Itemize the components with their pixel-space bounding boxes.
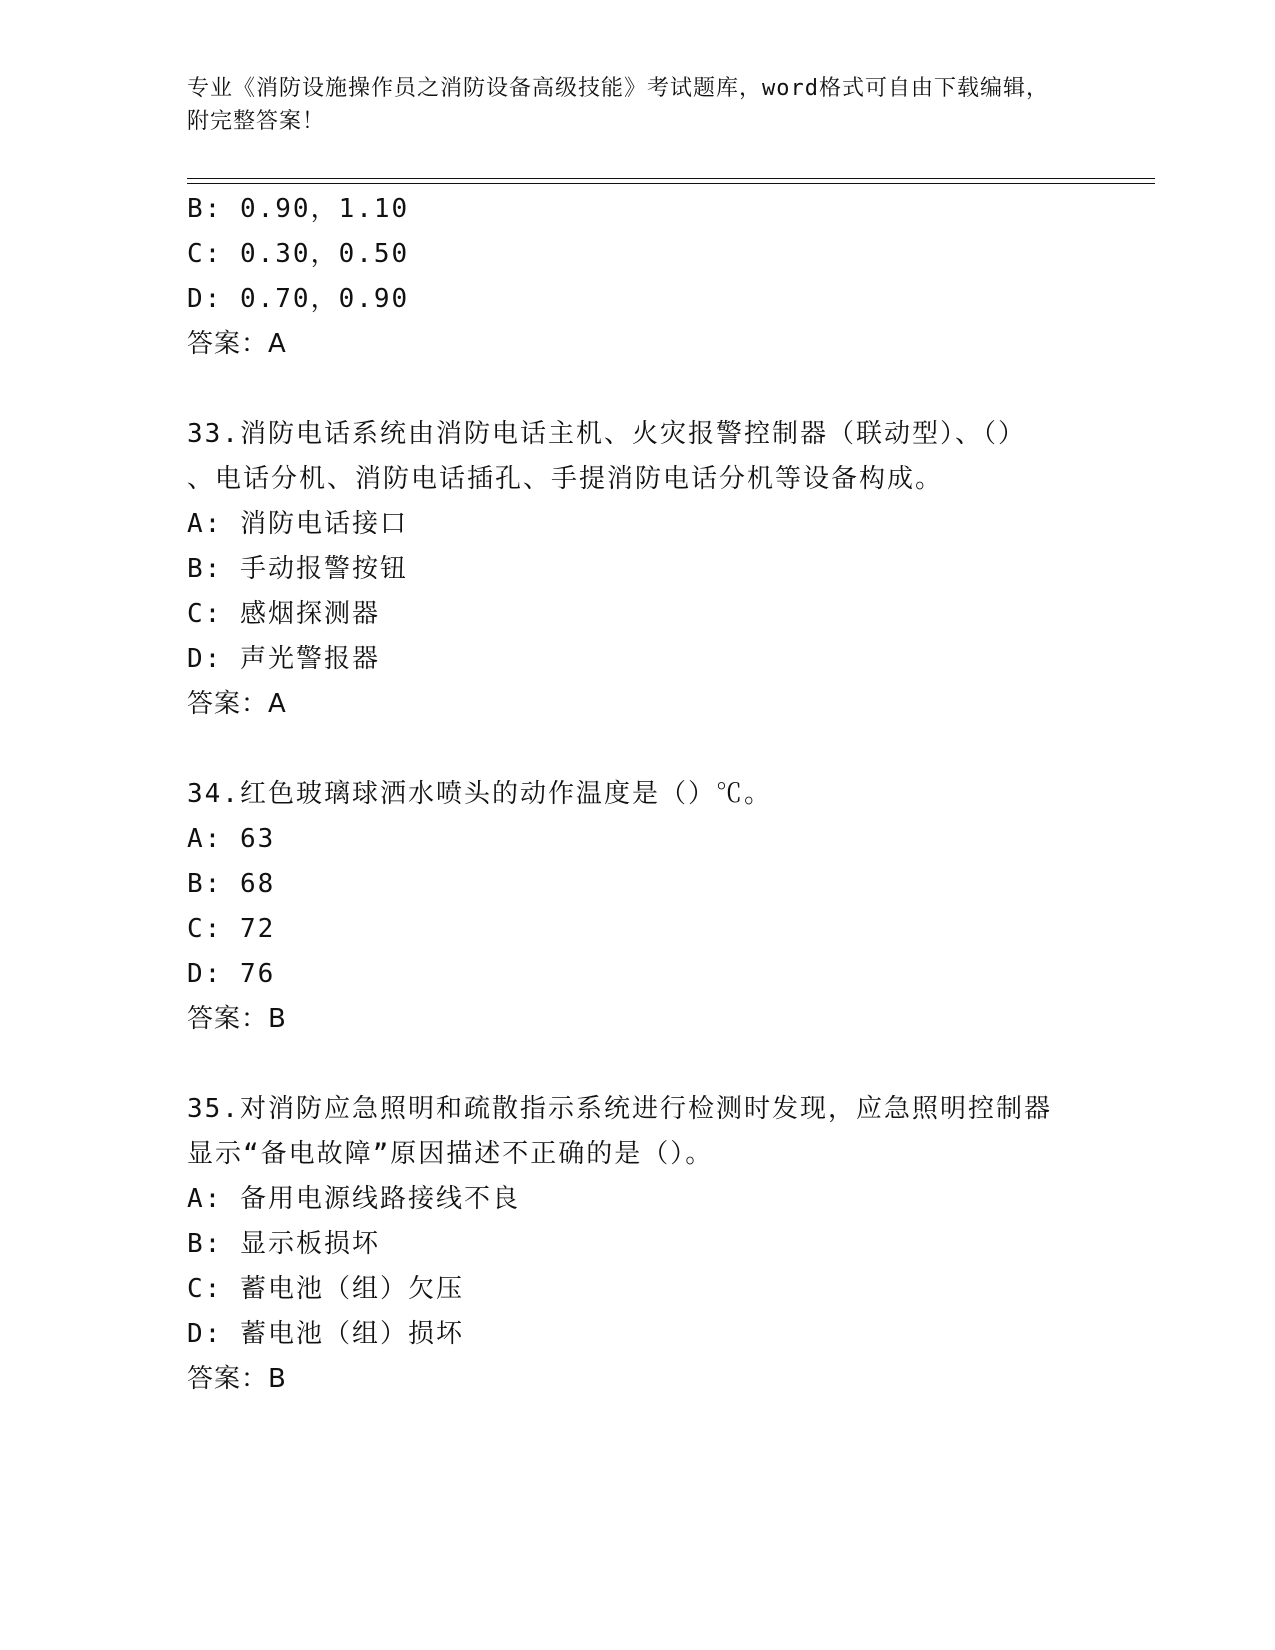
header-divider-bottom	[187, 183, 1155, 184]
answer: 答案：A	[187, 689, 287, 719]
answer: 答案：A	[187, 329, 287, 359]
option-c: C: 感烟探测器	[187, 599, 380, 629]
question-stem: 34.红色玻璃球洒水喷头的动作温度是（）℃。	[187, 779, 772, 809]
option-a: A: 63	[187, 824, 276, 854]
option-d: D: 蓄电池（组）损坏	[187, 1319, 464, 1349]
option-b: B: 显示板损坏	[187, 1229, 380, 1259]
option-c: C: 72	[187, 914, 276, 944]
question-stem: 35.对消防应急照明和疏散指示系统进行检测时发现，应急照明控制器	[187, 1094, 1052, 1124]
option-c: C: 蓄电池（组）欠压	[187, 1274, 464, 1304]
option-d: D: 76	[187, 959, 276, 989]
option-b: B: 0.90，1.10	[187, 194, 410, 224]
answer: 答案：B	[187, 1364, 287, 1394]
header-divider-top	[187, 178, 1155, 179]
option-b: B: 68	[187, 869, 276, 899]
option-d: D: 0.70，0.90	[187, 284, 410, 314]
question-stem-continued: 显示“备电故障”原因描述不正确的是（）。	[187, 1139, 714, 1169]
option-d: D: 声光警报器	[187, 644, 380, 674]
answer: 答案：B	[187, 1004, 287, 1034]
option-a: A: 消防电话接口	[187, 509, 408, 539]
question-stem-continued: 、电话分机、消防电话插孔、手提消防电话分机等设备构成。	[187, 464, 944, 494]
option-b: B: 手动报警按钮	[187, 554, 408, 584]
option-c: C: 0.30，0.50	[187, 239, 410, 269]
question-stem: 33.消防电话系统由消防电话主机、火灾报警控制器（联动型）、（）	[187, 419, 1026, 449]
option-a: A: 备用电源线路接线不良	[187, 1184, 520, 1214]
document-header: 专业《消防设施操作员之消防设备高级技能》考试题库，word格式可自由下载编辑，附完整答案！	[187, 76, 1049, 134]
